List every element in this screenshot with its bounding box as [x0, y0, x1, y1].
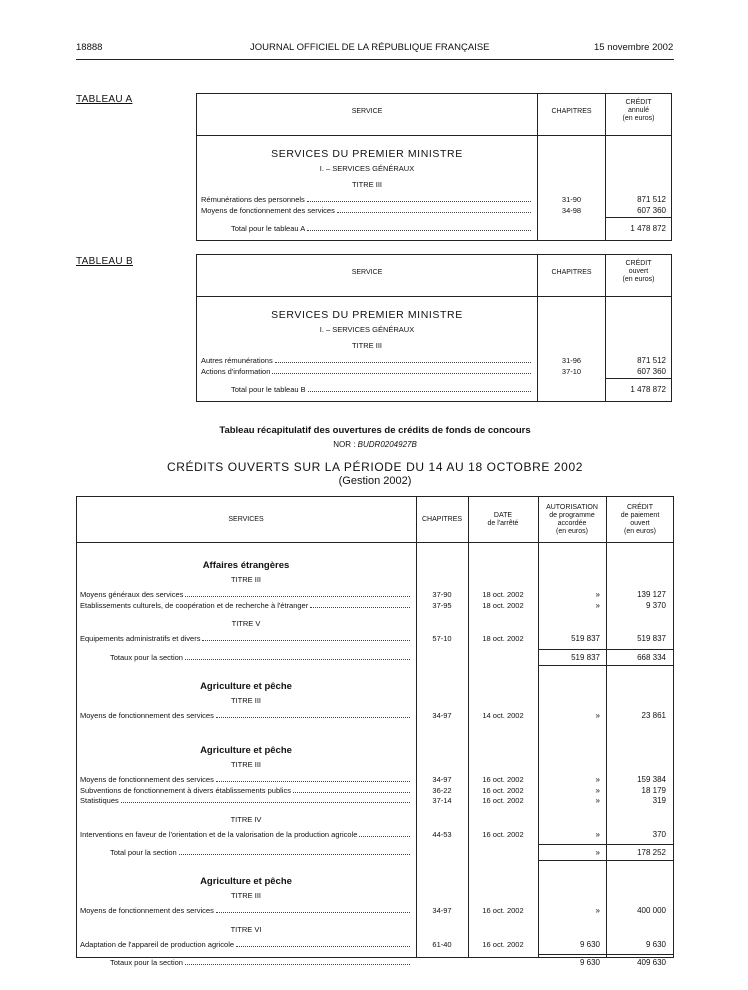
nor-reference [76, 440, 674, 449]
tableau-a-header-rule [197, 135, 671, 136]
row-credit: 871 512 [637, 195, 666, 204]
row-date: 16 oct. 2002 [482, 906, 524, 915]
ministry-title: Agriculture et pêche [200, 745, 292, 756]
row-label-text: Etablissements culturels, de coopération et de recherche à l'étranger [80, 600, 309, 610]
tableau-a-label: TABLEAU A [76, 94, 133, 105]
row-label: Moyens de fonctionnement des services [201, 206, 533, 215]
subtotal-rule [605, 217, 671, 218]
row-chapitre: 61-40 [432, 939, 452, 949]
recap-heading: CRÉDITS OUVERTS SUR LA PÉRIODE DU 14 AU 18 OCTOBRE 2002 [166, 460, 583, 474]
row-label-text: Total pour la section [110, 848, 177, 857]
col-service-header: SERVICE [351, 269, 383, 276]
row-chapitre: 31-90 [561, 195, 582, 204]
col-credit-header [606, 99, 671, 123]
row-chapitre: 37-95 [432, 600, 452, 610]
row-autorisation: 519 837 [571, 634, 600, 643]
row-date: 18 oct. 2002 [482, 590, 524, 599]
col-services-header: SERVICES [228, 516, 264, 523]
header-rule [76, 59, 674, 60]
col-credit-header [606, 260, 671, 284]
row-credit: 139 127 [637, 590, 666, 599]
total-autorisation: 519 837 [571, 652, 600, 662]
titre-label: TITRE III [231, 575, 261, 584]
row-chapitre: 44-53 [432, 829, 452, 839]
total-value: 1 478 872 [630, 224, 666, 233]
row-credit: 159 384 [637, 775, 666, 784]
col-autorisation-header-line: (en euros) [556, 528, 588, 535]
col-autorisation-header-line: de programme [549, 512, 595, 519]
row-chapitre: 34-98 [561, 206, 582, 215]
col-credit-header-line: (en euros) [624, 528, 656, 535]
row-credit: 23 861 [641, 710, 666, 720]
total-value: 1 478 872 [630, 385, 666, 394]
subtotal-rule [605, 378, 671, 379]
ministry-title: SERVICES DU PREMIER MINISTRE [271, 148, 463, 160]
total-credit: 409 630 [637, 958, 666, 967]
nor-value: BUDR0204927B [357, 440, 417, 449]
col-autorisation-header-line: accordée [557, 520, 587, 527]
titre-label: TITRE VI [230, 924, 262, 934]
row-date: 16 oct. 2002 [482, 775, 524, 784]
total-credit: 178 252 [637, 848, 666, 857]
col-autorisation-header-line: AUTORISATION [546, 504, 598, 511]
recap-col-divider-3 [538, 496, 539, 958]
row-autorisation: » [595, 600, 600, 610]
titre-label: TITRE V [231, 619, 261, 628]
row-chapitre: 37-10 [561, 367, 582, 376]
recap-title: Tableau récapitulatif des ouvertures de crédits de fonds de concours [219, 425, 531, 436]
issue-date: 15 novembre 2002 [594, 42, 674, 53]
row-chapitre: 57-10 [432, 634, 452, 643]
ministry-title: Agriculture et pêche [200, 680, 292, 692]
journal-title: JOURNAL OFFICIEL DE LA RÉPUBLIQUE FRANÇAISE [250, 42, 490, 53]
section-title: I. – SERVICES GÉNÉRAUX [319, 325, 415, 334]
tableau-a [196, 93, 672, 241]
col-credit-line-2: annulé [627, 107, 650, 114]
tableau-b-label: TABLEAU B [76, 256, 133, 267]
recap-header-rule [76, 542, 674, 543]
total-credit: 668 334 [637, 652, 666, 662]
recap-col-divider-2 [468, 496, 469, 958]
row-credit: 400 000 [637, 906, 666, 915]
ministry-title: Agriculture et pêche [200, 876, 292, 887]
col-service-header: SERVICE [351, 108, 383, 115]
recap-col-divider-4 [606, 496, 607, 958]
section-title: I. – SERVICES GÉNÉRAUX [319, 164, 415, 173]
row-date: 18 oct. 2002 [482, 600, 524, 610]
row-autorisation: 9 630 [579, 939, 600, 949]
col-credit-line-2: ouvert [628, 268, 649, 275]
row-credit: 370 [652, 829, 666, 839]
row-label-text: Moyens de fonctionnement des services [80, 906, 214, 915]
col-credit-line-1: CRÉDIT [625, 260, 652, 267]
tableau-b-col-divider-1 [537, 255, 538, 401]
titre-label: TITRE III [352, 180, 382, 189]
row-label: Autres rémunérations [201, 356, 533, 365]
page-number: 18888 [76, 42, 103, 53]
total-autorisation: 9 630 [579, 958, 600, 967]
row-label-text: Equipements administratifs et divers [80, 634, 201, 643]
col-date-header-line: de l'arrêté [487, 520, 519, 527]
total-autorisation: » [595, 848, 600, 857]
titre-label: TITRE IV [230, 814, 262, 824]
col-chapitres-header: CHAPITRES [551, 269, 592, 276]
col-credit-header-line: ouvert [630, 520, 650, 527]
row-chapitre: 34-97 [432, 775, 452, 784]
row-credit: 319 [652, 796, 666, 805]
row-credit: 871 512 [637, 356, 666, 365]
row-label-text: Statistiques [80, 796, 119, 805]
row-credit: 9 630 [645, 939, 666, 949]
leader-dots [185, 963, 410, 965]
row-label [110, 958, 412, 967]
recap-table [76, 496, 674, 967]
row-autorisation: » [595, 906, 600, 915]
row-label-text: Moyens de fonctionnement des services [80, 710, 214, 720]
col-chapitres-header: CHAPITRES [421, 516, 463, 523]
col-chapitres-header: CHAPITRES [551, 108, 592, 115]
row-chapitre: 36-22 [432, 785, 452, 795]
row-credit: 519 837 [637, 634, 666, 643]
row-label-text: Adaptation de l'appareil de production agricole [80, 939, 235, 949]
ministry-title: Affaires étrangères [202, 560, 290, 571]
titre-label: TITRE III [352, 341, 382, 350]
row-chapitre: 37-14 [432, 796, 452, 805]
row-label-text: Totaux pour la section [110, 958, 183, 967]
row-date: 16 oct. 2002 [482, 796, 524, 805]
col-credit-header-line: CRÉDIT [626, 504, 654, 511]
row-date: 18 oct. 2002 [482, 634, 524, 643]
row-credit: 18 179 [641, 785, 666, 795]
row-label-text: Totaux pour la section [110, 652, 183, 662]
row-date: 16 oct. 2002 [482, 785, 524, 795]
row-label-text: Moyens généraux des services [80, 590, 184, 599]
titre-label: TITRE III [231, 695, 261, 705]
col-credit-line-3: (en euros) [622, 276, 655, 283]
nor-label: NOR : [333, 440, 356, 449]
row-autorisation: » [595, 590, 600, 599]
total-label: Total pour le tableau B [231, 385, 533, 394]
row-autorisation: » [595, 785, 600, 795]
recap-col-divider-1 [416, 496, 417, 958]
row-label: Actions d'information [201, 367, 533, 376]
row-date: 14 oct. 2002 [482, 710, 524, 720]
row-date: 16 oct. 2002 [482, 939, 524, 949]
tableau-b [196, 254, 672, 402]
col-credit-line-1: CRÉDIT [625, 99, 652, 106]
titre-label: TITRE III [231, 760, 261, 769]
titre-label: TITRE III [231, 891, 261, 900]
row-label: Rémunérations des personnels [201, 195, 533, 204]
col-credit-line-3: (en euros) [622, 115, 655, 122]
row-autorisation: » [595, 829, 600, 839]
row-label-text: Interventions en faveur de l'orientation et de la valorisation de la production agricole [80, 829, 358, 839]
row-credit: 607 360 [637, 206, 666, 215]
row-label-text: Subventions de fonctionnement à divers établissements publics [80, 785, 291, 795]
total-label: Total pour le tableau A [231, 224, 533, 233]
row-autorisation: » [595, 775, 600, 784]
col-credit-header-line: de paiement [620, 512, 660, 519]
row-credit: 607 360 [637, 367, 666, 376]
col-date-header-line: DATE [493, 512, 513, 519]
row-autorisation: » [595, 710, 600, 720]
recap-frame [76, 496, 674, 958]
row-chapitre: 31-96 [561, 356, 582, 365]
row-chapitre: 34-97 [432, 906, 452, 915]
ministry-title: SERVICES DU PREMIER MINISTRE [271, 309, 463, 321]
row-autorisation: » [595, 796, 600, 805]
recap-subheading: (Gestion 2002) [338, 475, 412, 487]
row-credit: 9 370 [645, 600, 666, 610]
tableau-b-header-rule [197, 296, 671, 297]
row-date: 16 oct. 2002 [482, 829, 524, 839]
tableau-a-col-divider-1 [537, 94, 538, 240]
row-chapitre: 37-90 [432, 590, 452, 599]
row-label-text: Moyens de fonctionnement des services [80, 775, 214, 784]
row-chapitre: 34-97 [432, 710, 452, 720]
